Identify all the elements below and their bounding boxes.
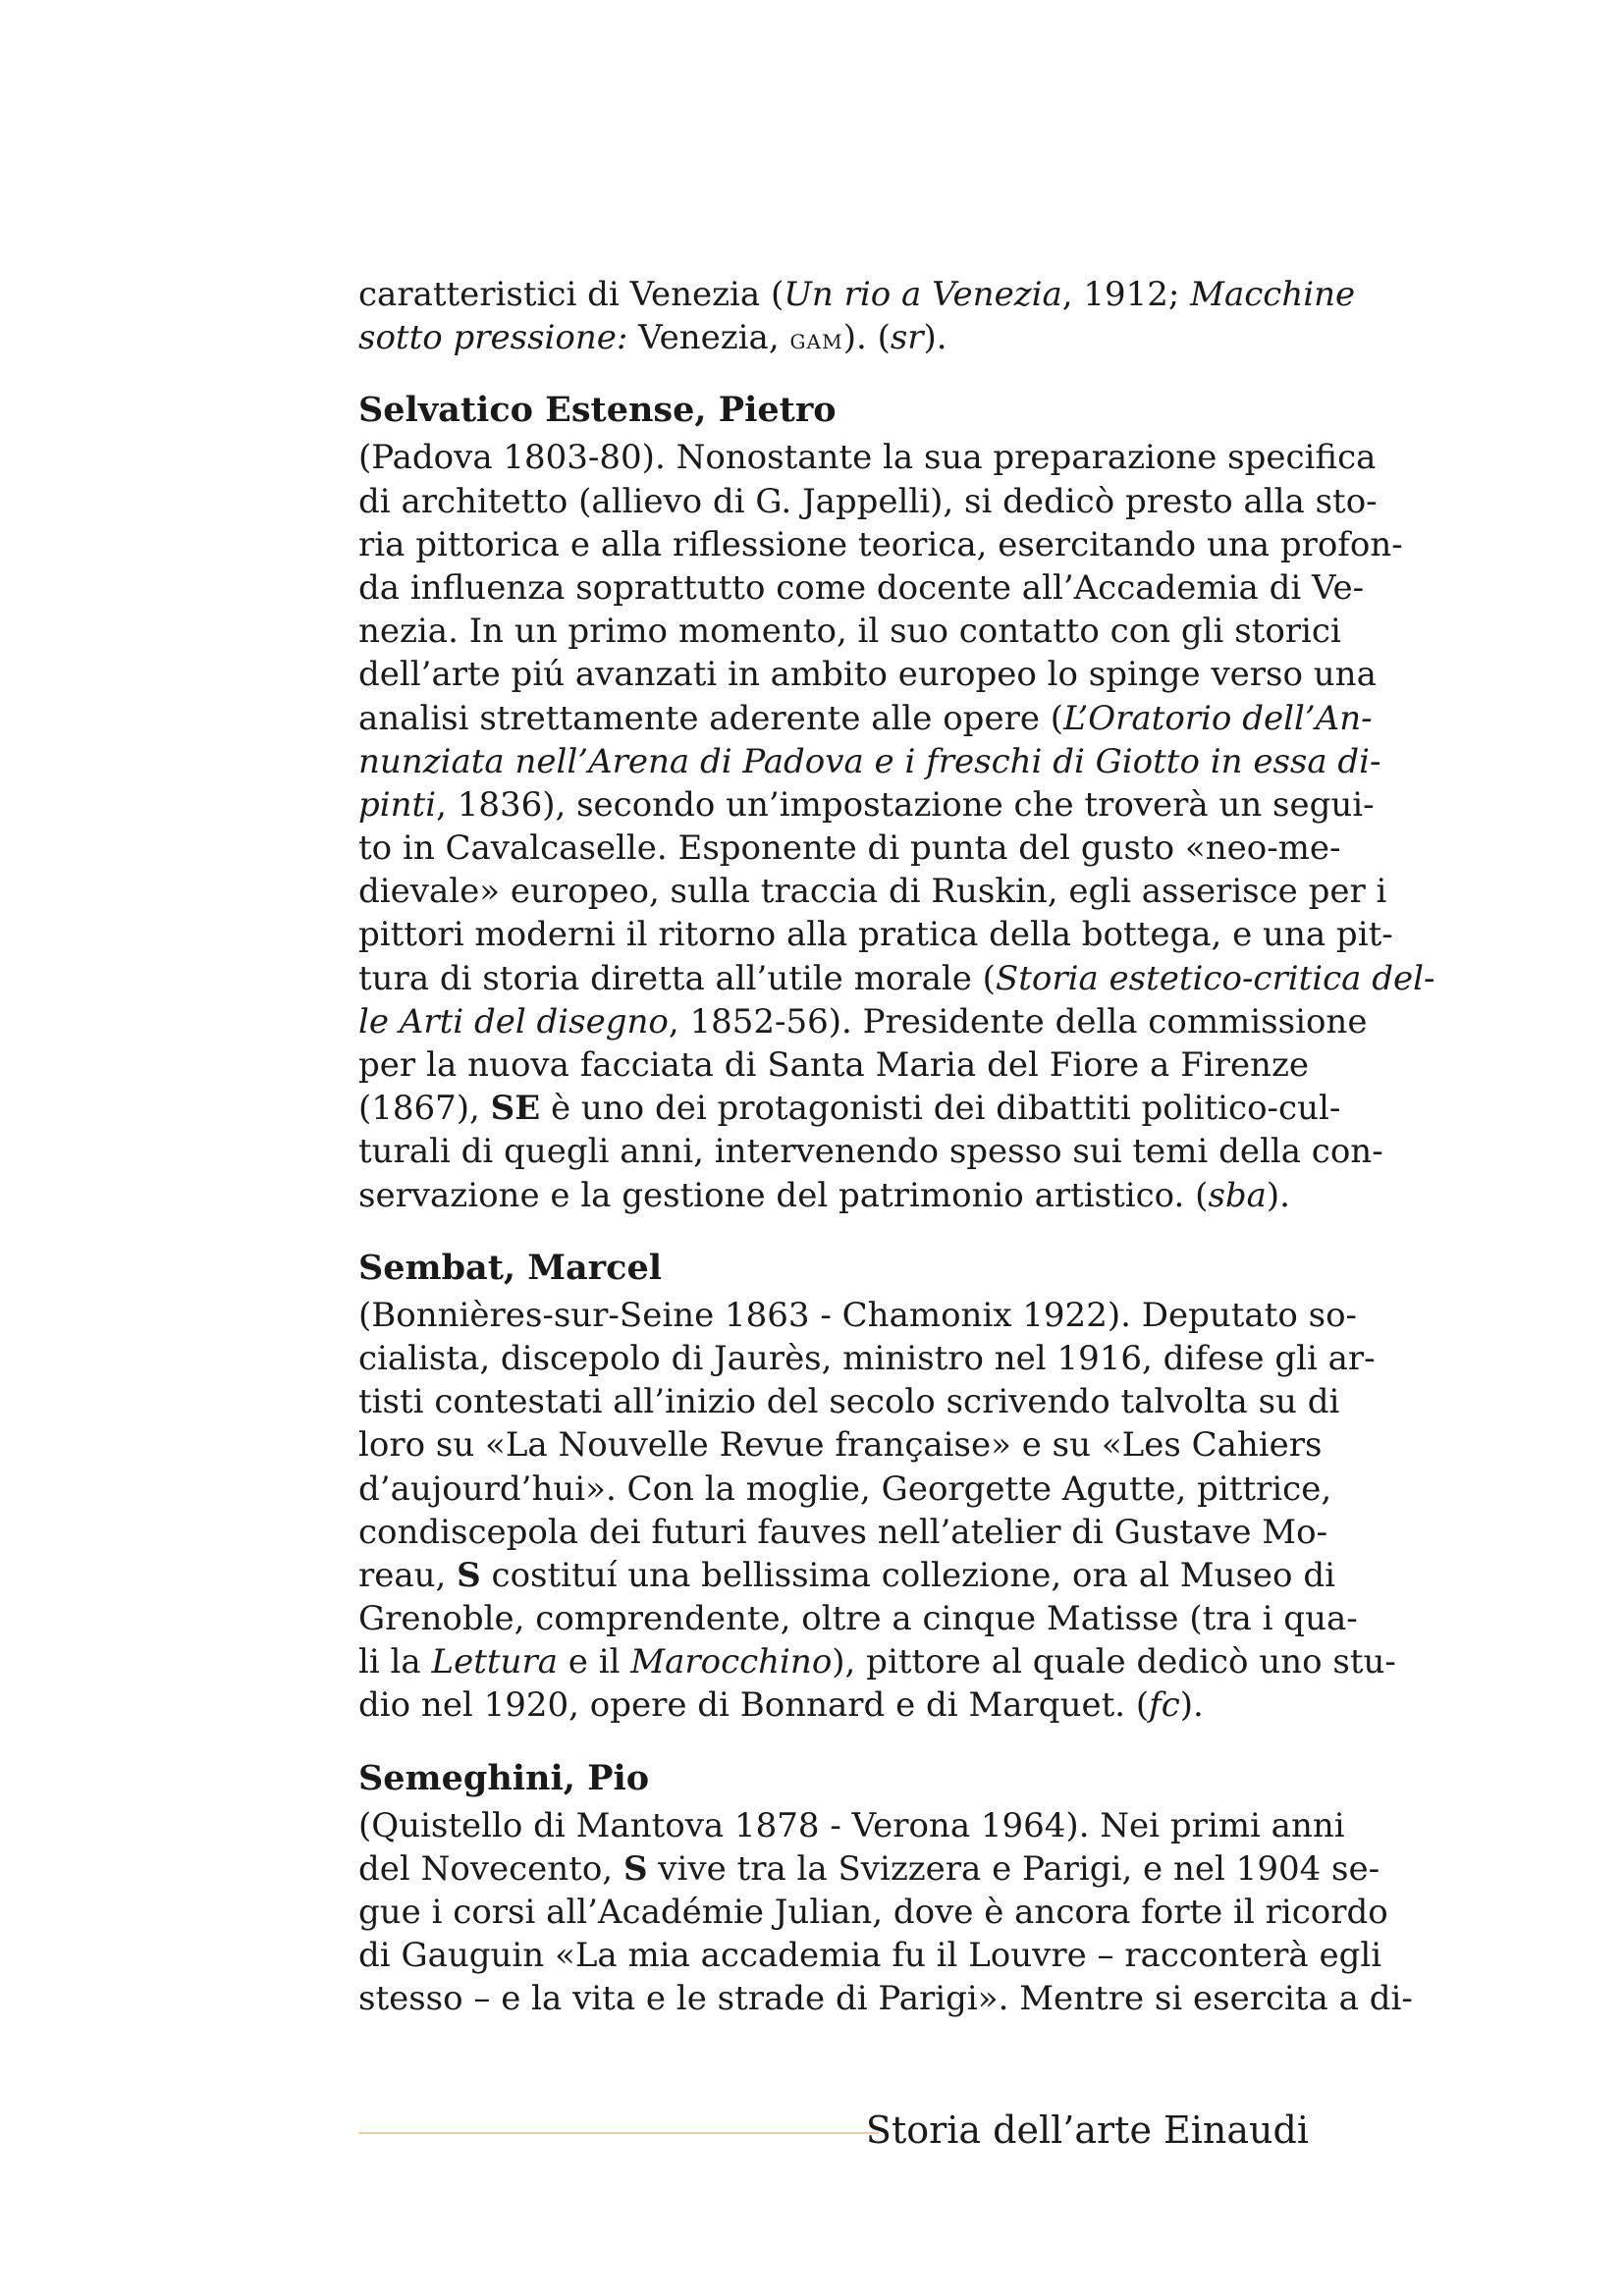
- text-run: Grenoble, comprendente, oltre a cinque Matisse (tra i qua-: [358, 1599, 1358, 1639]
- text-run: stesso – e la vita e le strade di Parigi». Mentre si esercita a di-: [358, 1979, 1413, 2019]
- text-line: [358, 1087, 1341, 1130]
- text-run: ria pittorica e alla riflessione teorica, esercitando una profon-: [358, 524, 1403, 564]
- text-line: [358, 1847, 1380, 1891]
- text-line: [358, 1804, 1345, 1847]
- text-run: ). (: [842, 318, 891, 358]
- entry-text: [358, 1804, 1413, 2021]
- text-run: Macchine: [1190, 275, 1356, 314]
- entry-title: Semeghini, Pio: [358, 1757, 650, 1798]
- text-run: (Padova 1803-80). Nonostante la sua preparazione specifica: [358, 438, 1377, 478]
- text-run: sr: [890, 318, 924, 358]
- footer-title: Storia dell’arte Einaudi: [865, 2109, 1309, 2152]
- text-run: nezia. In un primo momento, il suo contatto con gli storici: [358, 612, 1341, 652]
- text-line: [358, 610, 1341, 653]
- text-run: le Arti del disegno: [358, 1001, 669, 1041]
- text-run: da influenza soprattutto come docente all’Accademia di Ve-: [358, 567, 1365, 608]
- text-run: analisi strettamente aderente alle opere (: [358, 698, 1064, 738]
- text-run: è uno dei protagonisti dei dibattiti politico-cul-: [540, 1089, 1341, 1129]
- entry-title: Sembat, Marcel: [358, 1247, 663, 1288]
- text-run: L’Oratorio dell’An-: [1063, 698, 1373, 738]
- text-run: ), pittore al quale dedicò uno stu-: [832, 1642, 1396, 1682]
- text-run: costituí una bellissima collezione, ora al Museo di: [480, 1555, 1335, 1595]
- text-line: [358, 1174, 1309, 1217]
- text-line: [358, 827, 1341, 870]
- text-line: [358, 1337, 1376, 1380]
- text-run: , 1852-56). Presidente della commissione: [668, 1001, 1368, 1041]
- entries-list: [358, 385, 1435, 2020]
- text-line: [358, 436, 1377, 479]
- text-run: fc: [1149, 1685, 1180, 1726]
- text-line: [358, 523, 1403, 566]
- document-body: [358, 273, 1435, 2021]
- text-line: [358, 783, 1375, 827]
- text-run: (Quistello di Mantova 1878 - Verona 1964). Nei primi anni: [358, 1805, 1345, 1845]
- text-run: caratteristici di Venezia (: [358, 275, 784, 314]
- text-run: SE: [490, 1089, 541, 1129]
- text-run: , 1836), secondo un’impostazione che troverà un segui-: [436, 784, 1375, 825]
- dictionary-entry: [358, 1753, 1413, 2021]
- text-line: [358, 1294, 1358, 1337]
- text-run: dio nel 1920, opere di Bonnard e di Marquet. (: [358, 1685, 1150, 1726]
- text-run: dievale» europeo, sulla traccia di Ruskin, egli asserisce per i: [358, 872, 1387, 912]
- text-line: [358, 870, 1387, 913]
- text-run: per la nuova facciata di Santa Maria del Fiore a Firenze: [358, 1045, 1309, 1085]
- text-run: nunziata nell’Arena di Padova e i freschi di Giotto in essa di-: [358, 741, 1381, 781]
- footer-rule: [358, 2132, 879, 2134]
- text-line: [358, 1554, 1335, 1597]
- text-line: [358, 957, 1435, 1000]
- text-run: condiscepola dei futuri fauves nell’atelier di Gustave Mo-: [358, 1512, 1328, 1552]
- text-line: [358, 1380, 1340, 1423]
- text-line: [358, 1977, 1413, 2020]
- text-run: Venezia,: [627, 318, 790, 358]
- text-run: Un rio a Venezia: [784, 275, 1062, 314]
- text-line: [358, 1511, 1328, 1554]
- text-run: turali di quegli anni, intervenendo spesso sui temi della con-: [358, 1132, 1383, 1172]
- text-run: di architetto (allievo di G. Jappelli), si dedicò presto alla sto-: [358, 481, 1378, 521]
- text-line: [358, 740, 1381, 783]
- text-run: servazione e la gestione del patrimonio artistico. (: [358, 1175, 1209, 1215]
- text-run: tisti contestati all’inizio del secolo scrivendo talvolta su di: [358, 1382, 1340, 1422]
- text-run: Lettura: [431, 1642, 558, 1682]
- page-footer: [358, 2101, 1309, 2160]
- text-line: [358, 913, 1393, 956]
- text-run: del Novecento,: [358, 1848, 623, 1889]
- entry-text: [358, 436, 1435, 1216]
- intro-paragraph: [358, 273, 1356, 359]
- text-run: (1867),: [358, 1089, 491, 1129]
- text-line: [358, 1043, 1309, 1087]
- text-run: cialista, discepolo di Jaurès, ministro nel 1916, difese gli ar-: [358, 1338, 1376, 1378]
- text-run: Marocchino: [630, 1642, 833, 1682]
- entry-title: Selvatico Estense, Pietro: [358, 390, 837, 431]
- text-run: dell’arte piú avanzati in ambito europeo lo spinge verso una: [358, 655, 1377, 695]
- text-run: , 1912;: [1061, 275, 1191, 314]
- text-line: [358, 1423, 1323, 1467]
- text-line: [358, 316, 1309, 359]
- text-line: [358, 653, 1377, 696]
- text-line: [358, 1683, 1309, 1727]
- text-run: gam: [789, 323, 843, 356]
- text-run: vive tra la Svizzera e Parigi, e nel 1904 se-: [647, 1848, 1380, 1889]
- text-line: [358, 566, 1365, 610]
- entry-text: [358, 1294, 1396, 1728]
- text-run: ).: [1266, 1175, 1290, 1215]
- text-run: Storia estetico-critica del-: [995, 958, 1435, 998]
- text-run: d’aujourd’hui». Con la moglie, Georgette Agutte, pittrice,: [358, 1468, 1332, 1509]
- text-run: (Bonnières-sur-Seine 1863 - Chamonix 1922). Deputato so-: [358, 1295, 1358, 1335]
- text-line: [358, 1934, 1382, 1977]
- text-line: [358, 1000, 1368, 1043]
- text-line: [358, 273, 1356, 316]
- text-run: tura di storia diretta all’utile morale (: [358, 958, 996, 998]
- text-run: loro su «La Nouvelle Revue française» e su «Les Cahiers: [358, 1425, 1323, 1466]
- text-run: sba: [1208, 1175, 1267, 1215]
- text-line: [358, 1130, 1383, 1173]
- text-run: ).: [923, 318, 947, 358]
- text-line: [358, 480, 1378, 523]
- text-run: e il: [557, 1642, 631, 1682]
- text-run: reau,: [358, 1555, 458, 1595]
- text-run: di Gauguin «La mia accademia fu il Louvre – racconterà egli: [358, 1936, 1382, 1976]
- dictionary-entry: [358, 1243, 1396, 1728]
- text-run: S: [622, 1848, 648, 1889]
- text-run: li la: [358, 1642, 432, 1682]
- text-line: [358, 697, 1373, 740]
- text-run: ).: [1179, 1685, 1204, 1726]
- text-run: S: [457, 1555, 481, 1595]
- text-run: pittori moderni il ritorno alla pratica della bottega, e una pit-: [358, 915, 1393, 955]
- text-run: gue i corsi all’Académie Julian, dove è ancora forte il ricordo: [358, 1893, 1388, 1932]
- text-run: to in Cavalcaselle. Esponente di punta del gusto «neo-me-: [358, 828, 1341, 869]
- text-run: sotto pressione:: [358, 318, 628, 358]
- text-line: [358, 1891, 1388, 1934]
- text-line: [358, 1640, 1396, 1683]
- dictionary-entry: [358, 385, 1435, 1216]
- text-line: [358, 1597, 1358, 1640]
- text-line: [358, 1468, 1332, 1511]
- text-run: pinti: [358, 784, 437, 825]
